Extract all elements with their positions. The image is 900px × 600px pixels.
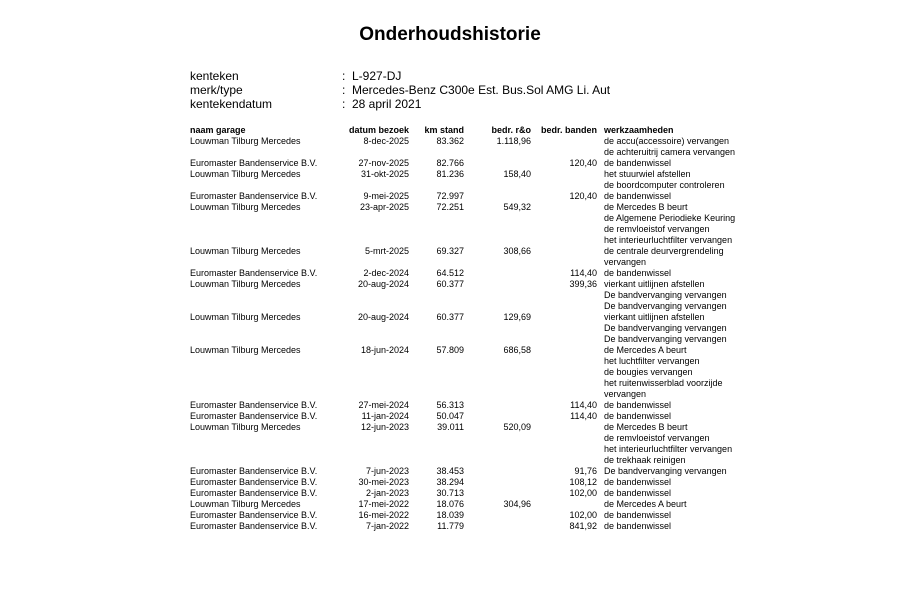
table-row: [0, 268, 900, 279]
separator: :: [342, 83, 346, 97]
header-banden: bedr. banden: [540, 125, 597, 135]
werkzaamheden-cell: [604, 488, 774, 499]
banden-cell: 102,00: [569, 510, 597, 520]
werkzaamheden-cell: [604, 477, 774, 488]
datum-cell: 17-mei-2022: [358, 499, 409, 509]
werkzaamheden-line: de Mercedes B beurt: [604, 422, 688, 432]
header-km: km stand: [424, 125, 464, 135]
separator: :: [342, 97, 346, 111]
km-cell: 56.313: [436, 400, 464, 410]
werkzaamheden-line: de Algemene Periodieke Keuring: [604, 213, 736, 223]
datum-cell: 2-dec-2024: [363, 268, 409, 278]
datum-cell: 8-dec-2025: [363, 136, 409, 146]
garage-cell: Euromaster Bandenservice B.V.: [190, 400, 318, 410]
garage-cell: Euromaster Bandenservice B.V.: [190, 268, 318, 278]
datum-cell: 20-aug-2024: [357, 279, 409, 289]
table-row: [0, 312, 900, 345]
header-werkzaamheden: werkzaamheden: [604, 125, 674, 135]
datum-cell: 7-jan-2022: [365, 521, 409, 531]
ro-cell: 308,66: [503, 246, 531, 256]
garage-cell: Louwman Tilburg Mercedes: [190, 279, 301, 289]
table-row: [0, 202, 900, 246]
werkzaamheden-line: vervangen: [604, 389, 647, 399]
separator: :: [342, 69, 346, 83]
table-row: [0, 136, 900, 158]
banden-cell: 114,40: [570, 268, 597, 278]
banden-cell: 120,40: [569, 158, 597, 168]
werkzaamheden-line: vierkant uitlijnen afstellen: [604, 312, 705, 322]
werkzaamheden-line: De bandvervanging vervangen: [604, 323, 727, 333]
banden-cell: 114,40: [570, 411, 597, 421]
werkzaamheden-cell: [604, 191, 774, 202]
werkzaamheden-line: de bougies vervangen: [604, 367, 693, 377]
table-row: [0, 510, 900, 521]
ro-cell: 549,32: [503, 202, 531, 212]
table-row: [0, 521, 900, 532]
werkzaamheden-line: De bandvervanging vervangen: [604, 466, 727, 476]
table-row: [0, 411, 900, 422]
datum-cell: 27-mei-2024: [358, 400, 409, 410]
table-row: [0, 422, 900, 466]
table-row: [0, 466, 900, 477]
garage-cell: Louwman Tilburg Mercedes: [190, 136, 301, 146]
table-row: [0, 400, 900, 411]
banden-cell: 114,40: [570, 400, 597, 410]
werkzaamheden-line: De bandvervanging vervangen: [604, 301, 727, 311]
werkzaamheden-cell: [604, 202, 774, 246]
werkzaamheden-cell: [604, 466, 774, 477]
km-cell: 38.453: [436, 466, 464, 476]
garage-cell: Euromaster Bandenservice B.V.: [190, 488, 318, 498]
datum-cell: 9-mei-2025: [363, 191, 409, 201]
garage-cell: Louwman Tilburg Mercedes: [190, 345, 301, 355]
werkzaamheden-line: de bandenwissel: [604, 158, 672, 168]
garage-cell: Louwman Tilburg Mercedes: [190, 169, 301, 179]
km-cell: 81.236: [436, 169, 464, 179]
werkzaamheden-line: de bandenwissel: [604, 400, 672, 410]
datum-cell: 23-apr-2025: [359, 202, 409, 212]
werkzaamheden-line: de bandenwissel: [604, 191, 672, 201]
garage-cell: Louwman Tilburg Mercedes: [190, 422, 301, 432]
header-garage: naam garage: [190, 125, 246, 135]
garage-cell: Euromaster Bandenservice B.V.: [190, 158, 318, 168]
datum-cell: 16-mei-2022: [358, 510, 409, 520]
garage-cell: Euromaster Bandenservice B.V.: [190, 466, 318, 476]
datum-cell: 12-jun-2023: [360, 422, 409, 432]
werkzaamheden-line: de trekhaak reinigen: [604, 455, 686, 465]
km-cell: 38.294: [436, 477, 464, 487]
garage-cell: Euromaster Bandenservice B.V.: [190, 510, 318, 520]
datum-cell: 5-mrt-2025: [364, 246, 409, 256]
table-row: [0, 345, 900, 400]
km-cell: 83.362: [436, 136, 464, 146]
garage-cell: Euromaster Bandenservice B.V.: [190, 191, 318, 201]
table-row: [0, 488, 900, 499]
werkzaamheden-cell: [604, 521, 774, 532]
banden-cell: 120,40: [569, 191, 597, 201]
ro-cell: 129,69: [503, 312, 531, 322]
werkzaamheden-line: het interieurluchtfilter vervangen: [604, 444, 733, 454]
km-cell: 60.377: [436, 279, 464, 289]
garage-cell: Euromaster Bandenservice B.V.: [190, 521, 318, 531]
werkzaamheden-cell: [604, 411, 774, 422]
werkzaamheden-line: de bandenwissel: [604, 510, 672, 520]
werkzaamheden-cell: [604, 246, 774, 268]
werkzaamheden-line: de remvloeistof vervangen: [604, 433, 710, 443]
werkzaamheden-line: de Mercedes B beurt: [604, 202, 688, 212]
werkzaamheden-line: de bandenwissel: [604, 488, 672, 498]
km-cell: 18.039: [436, 510, 464, 520]
datum-cell: 27-nov-2025: [358, 158, 409, 168]
table-row: [0, 499, 900, 510]
table-row: [0, 158, 900, 169]
werkzaamheden-cell: [604, 499, 774, 510]
werkzaamheden-line: het interieurluchtfilter vervangen: [604, 235, 733, 245]
table-row: [0, 169, 900, 191]
ro-cell: 304,96: [503, 499, 531, 509]
banden-cell: 91,76: [574, 466, 597, 476]
datum-cell: 20-aug-2024: [357, 312, 409, 322]
garage-cell: Louwman Tilburg Mercedes: [190, 202, 301, 212]
banden-cell: 102,00: [569, 488, 597, 498]
ro-cell: 1.118,96: [496, 136, 531, 146]
werkzaamheden-cell: [604, 136, 774, 158]
page-title: Onderhoudshistorie: [359, 24, 541, 45]
datum-cell: 11-jan-2024: [361, 411, 409, 421]
garage-cell: Louwman Tilburg Mercedes: [190, 312, 301, 322]
datum-cell: 31-okt-2025: [360, 169, 409, 179]
werkzaamheden-line: de boordcomputer controleren: [604, 180, 725, 190]
datum-cell: 30-mei-2023: [358, 477, 409, 487]
kenteken-label: kenteken: [190, 69, 239, 83]
garage-cell: Euromaster Bandenservice B.V.: [190, 411, 318, 421]
werkzaamheden-cell: [604, 158, 774, 169]
kentekendatum-label: kentekendatum: [190, 97, 273, 111]
header-datum: datum bezoek: [348, 125, 409, 135]
werkzaamheden-line: vervangen: [604, 257, 647, 267]
kenteken-value: L-927-DJ: [352, 69, 402, 83]
werkzaamheden-line: de accu(accessoire) vervangen: [604, 136, 730, 146]
table-row: [0, 191, 900, 202]
km-cell: 39.011: [437, 422, 464, 432]
ro-cell: 686,58: [503, 345, 531, 355]
werkzaamheden-line: vierkant uitlijnen afstellen: [604, 279, 705, 289]
table-row: [0, 279, 900, 312]
garage-cell: Euromaster Bandenservice B.V.: [190, 477, 318, 487]
km-cell: 64.512: [436, 268, 464, 278]
werkzaamheden-cell: [604, 345, 774, 400]
garage-cell: Louwman Tilburg Mercedes: [190, 246, 301, 256]
ro-cell: 158,40: [503, 169, 531, 179]
km-cell: 30.713: [436, 488, 464, 498]
werkzaamheden-cell: [604, 268, 774, 279]
datum-cell: 18-jun-2024: [360, 345, 409, 355]
datum-cell: 7-jun-2023: [365, 466, 409, 476]
werkzaamheden-line: de bandenwissel: [604, 521, 672, 531]
banden-cell: 108,12: [569, 477, 597, 487]
kentekendatum-value: 28 april 2021: [352, 97, 422, 111]
werkzaamheden-cell: [604, 312, 774, 345]
werkzaamheden-line: het stuurwiel afstellen: [604, 169, 691, 179]
table-row: [0, 477, 900, 488]
banden-cell: 841,92: [569, 521, 597, 531]
merk-value: Mercedes-Benz C300e Est. Bus.Sol AMG Li. Aut: [352, 83, 611, 97]
werkzaamheden-cell: [604, 279, 774, 312]
km-cell: 57.809: [436, 345, 464, 355]
werkzaamheden-line: de bandenwissel: [604, 477, 672, 487]
km-cell: 11.779: [437, 521, 464, 531]
werkzaamheden-line: de Mercedes A beurt: [604, 499, 687, 509]
km-cell: 60.377: [436, 312, 464, 322]
km-cell: 18.076: [436, 499, 464, 509]
ro-cell: 520,09: [503, 422, 531, 432]
werkzaamheden-line: de Mercedes A beurt: [604, 345, 687, 355]
km-cell: 72.251: [436, 202, 464, 212]
banden-cell: 399,36: [569, 279, 597, 289]
werkzaamheden-line: het luchtfilter vervangen: [604, 356, 700, 366]
merk-label: merk/type: [190, 83, 243, 97]
werkzaamheden-line: de bandenwissel: [604, 411, 672, 421]
werkzaamheden-line: de achteruitrij camera vervangen: [604, 147, 736, 157]
km-cell: 82.766: [436, 158, 464, 168]
garage-cell: Louwman Tilburg Mercedes: [190, 499, 301, 509]
km-cell: 69.327: [436, 246, 464, 256]
table-row: [0, 246, 900, 268]
km-cell: 50.047: [436, 411, 464, 421]
werkzaamheden-line: de centrale deurvergrendeling: [604, 246, 724, 256]
werkzaamheden-cell: [604, 169, 774, 191]
werkzaamheden-cell: [604, 400, 774, 411]
werkzaamheden-line: de bandenwissel: [604, 268, 672, 278]
datum-cell: 2-jan-2023: [365, 488, 409, 498]
werkzaamheden-line: het ruitenwisserblad voorzijde: [604, 378, 723, 388]
maintenance-table: [0, 136, 900, 532]
werkzaamheden-line: de remvloeistof vervangen: [604, 224, 710, 234]
km-cell: 72.997: [436, 191, 464, 201]
header-ro: bedr. r&o: [491, 125, 531, 135]
werkzaamheden-cell: [604, 510, 774, 521]
werkzaamheden-line: De bandvervanging vervangen: [604, 290, 727, 300]
werkzaamheden-cell: [604, 422, 774, 466]
werkzaamheden-line: De bandvervanging vervangen: [604, 334, 727, 344]
